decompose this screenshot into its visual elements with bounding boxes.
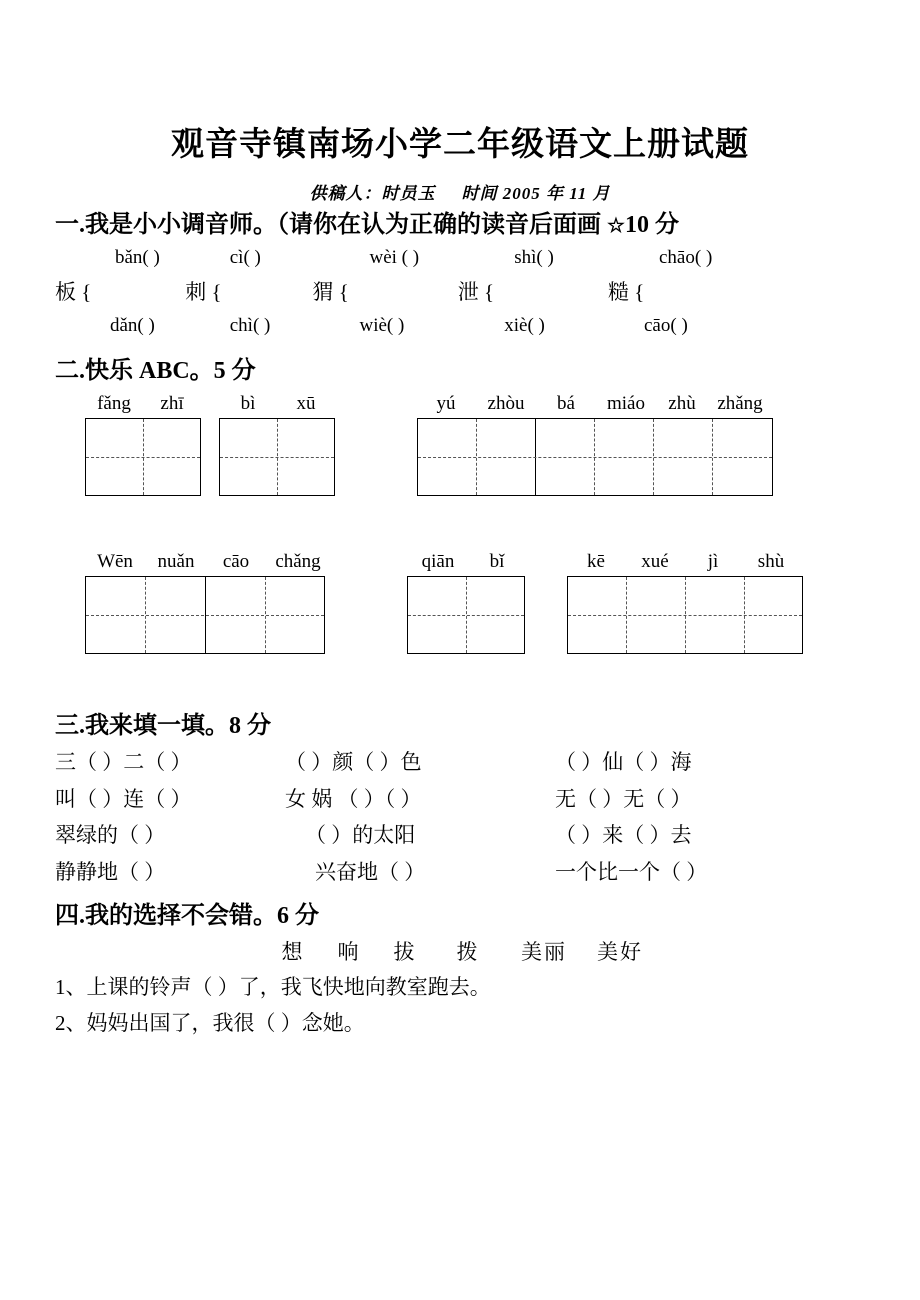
- pinyin-label: miáo: [607, 392, 645, 414]
- pinyin-label-row: [85, 393, 201, 415]
- pinyin-option[interactable]: chāo( ): [659, 247, 713, 269]
- write-cell[interactable]: [266, 577, 324, 653]
- fill-item[interactable]: （ ）仙（ ）海: [555, 749, 692, 774]
- pinyin-label: fǎng: [97, 392, 131, 414]
- tianzige-boxes[interactable]: [85, 576, 325, 654]
- writing-grid-group: [407, 551, 525, 671]
- fill-item[interactable]: 兴奋地（ ）: [315, 860, 426, 885]
- character-brace: 刺 {: [185, 279, 222, 304]
- fill-item[interactable]: （ ）颜（ ）色: [285, 749, 422, 774]
- contributor-name: 时员玉: [381, 184, 436, 203]
- pinyin-label: bá: [557, 392, 575, 414]
- character-brace: 板 {: [55, 279, 92, 304]
- fill-item[interactable]: 无（ ）无（ ）: [555, 786, 692, 811]
- write-cell[interactable]: [146, 577, 206, 653]
- pinyin-label: xū: [296, 392, 316, 414]
- pinyin-label: bǐ: [489, 550, 505, 572]
- pinyin-label: chǎng: [275, 550, 321, 572]
- write-cell[interactable]: [595, 419, 654, 495]
- writing-grid-group: [567, 551, 803, 654]
- word-bank: [55, 936, 865, 966]
- fill-item[interactable]: 翠绿的（ ）: [55, 823, 166, 848]
- write-cell[interactable]: [220, 419, 278, 495]
- tianzige-boxes[interactable]: [85, 418, 201, 496]
- fill-row: [55, 854, 865, 891]
- page-title: 观音寺镇南场小学二年级语文上册试题: [171, 127, 749, 163]
- pinyin-label: qiān: [421, 550, 455, 572]
- write-cell[interactable]: [713, 419, 772, 495]
- paper-content: [55, 118, 865, 1042]
- character-brace: 糙 {: [608, 279, 645, 304]
- word-bank-item[interactable]: 拨: [456, 940, 480, 965]
- write-cell[interactable]: [86, 419, 144, 495]
- pinyin-option[interactable]: shì( ): [514, 247, 554, 269]
- write-cell[interactable]: [220, 495, 277, 571]
- writing-grid-group: [85, 393, 201, 513]
- write-cell[interactable]: [568, 577, 627, 653]
- tianzige-boxes[interactable]: [219, 418, 335, 496]
- pinyin-option[interactable]: cì( ): [229, 247, 261, 269]
- section-2-row-1: [85, 393, 865, 513]
- write-cell[interactable]: [408, 653, 466, 729]
- section-3-heading: 三.我来填一填。8 分: [55, 712, 271, 739]
- fill-row: [55, 781, 865, 818]
- word-bank-item[interactable]: 想: [281, 940, 305, 965]
- write-cell[interactable]: [477, 419, 536, 495]
- pinyin-option[interactable]: wèi ( ): [369, 247, 420, 269]
- pinyin-label: bì: [240, 392, 256, 414]
- write-cell[interactable]: [654, 419, 713, 495]
- section-1-title: 一.我是小小调音师。（请你在认为正确的读音后面画: [55, 212, 601, 238]
- fill-row: [55, 744, 865, 781]
- write-cell[interactable]: [418, 419, 477, 495]
- pinyin-option[interactable]: chì( ): [229, 315, 271, 337]
- pinyin-label: kē: [587, 550, 605, 572]
- fill-item[interactable]: 女 娲 （ ）（ ）: [285, 786, 422, 811]
- pinyin-option[interactable]: xiè( ): [504, 315, 545, 337]
- write-cell[interactable]: [627, 577, 686, 653]
- section-1-score: 10 分: [624, 212, 679, 238]
- writing-grid-group: [219, 393, 335, 513]
- word-bank-item[interactable]: 美好: [597, 940, 643, 965]
- pinyin-option[interactable]: dǎn( ): [110, 315, 155, 337]
- pinyin-label-row: [567, 551, 803, 573]
- tianzige-boxes[interactable]: [417, 418, 773, 496]
- word-bank-item[interactable]: 拔: [393, 940, 417, 965]
- write-cell[interactable]: [536, 419, 595, 495]
- pinyin-label: jì: [707, 550, 719, 572]
- section-1-top-pinyin-row: [115, 243, 865, 273]
- fill-item[interactable]: 一个比一个（ ）: [555, 860, 708, 885]
- pinyin-label-row: [417, 393, 773, 415]
- tianzige-boxes[interactable]: [567, 576, 803, 654]
- section-1-character-row: [55, 276, 865, 310]
- section-1-bottom-pinyin-row: [110, 311, 865, 341]
- pinyin-label: zhòu: [487, 392, 525, 414]
- pinyin-label-row: [219, 393, 335, 415]
- pinyin-label: shù: [757, 550, 785, 572]
- pinyin-option[interactable]: bǎn( ): [115, 247, 160, 269]
- pinyin-option[interactable]: wiè( ): [359, 315, 405, 337]
- pinyin-option[interactable]: cāo( ): [644, 315, 688, 337]
- pinyin-label: zhǎng: [717, 392, 763, 414]
- question-item[interactable]: 1、上课的铃声（ ）了，我飞快地向教室跑去。: [55, 975, 491, 1000]
- write-cell[interactable]: [408, 577, 467, 653]
- character-brace: 泄 {: [457, 279, 495, 304]
- byline: [55, 179, 865, 204]
- section-1-heading: [55, 210, 865, 241]
- write-cell[interactable]: [745, 577, 802, 653]
- star-icon: ☆: [607, 215, 625, 237]
- question-item[interactable]: 2、妈妈出国了，我很（ ）念她。: [55, 1010, 365, 1035]
- pinyin-label: zhī: [160, 392, 184, 414]
- fill-item[interactable]: 三（ ）二（ ）: [55, 749, 192, 774]
- section-4-heading: 四.我的选择不会错。6 分: [55, 902, 319, 929]
- contributor-label: 供稿人：: [309, 184, 382, 203]
- writing-grid-group: [417, 393, 773, 496]
- pinyin-label: nuǎn: [157, 550, 195, 572]
- section-2-row-2: [85, 551, 865, 671]
- pinyin-label-row: [407, 551, 525, 573]
- section-2-heading: 二.快乐 ABC。5 分: [55, 357, 256, 384]
- write-cell[interactable]: [686, 577, 745, 653]
- fill-item[interactable]: 叫（ ）连（ ）: [55, 786, 192, 811]
- date-value: 2005 年 11 月: [502, 184, 611, 203]
- date-label: 时间: [461, 184, 498, 203]
- character-brace: 猬 {: [312, 279, 349, 304]
- pinyin-label: xué: [641, 550, 669, 572]
- fill-item[interactable]: （ ）来（ ）去: [555, 823, 692, 848]
- word-bank-item[interactable]: 美丽: [521, 940, 567, 965]
- pinyin-label: yú: [436, 392, 456, 414]
- pinyin-label: zhù: [668, 392, 696, 414]
- fill-row: [55, 817, 865, 854]
- tianzige-boxes[interactable]: [407, 576, 525, 654]
- fill-item[interactable]: （ ）的太阳: [305, 823, 416, 848]
- fill-item[interactable]: 静静地（ ）: [55, 860, 166, 885]
- word-bank-item[interactable]: 响: [337, 940, 361, 965]
- write-cell[interactable]: [86, 577, 146, 653]
- write-cell[interactable]: [86, 495, 143, 571]
- write-cell[interactable]: [206, 577, 266, 653]
